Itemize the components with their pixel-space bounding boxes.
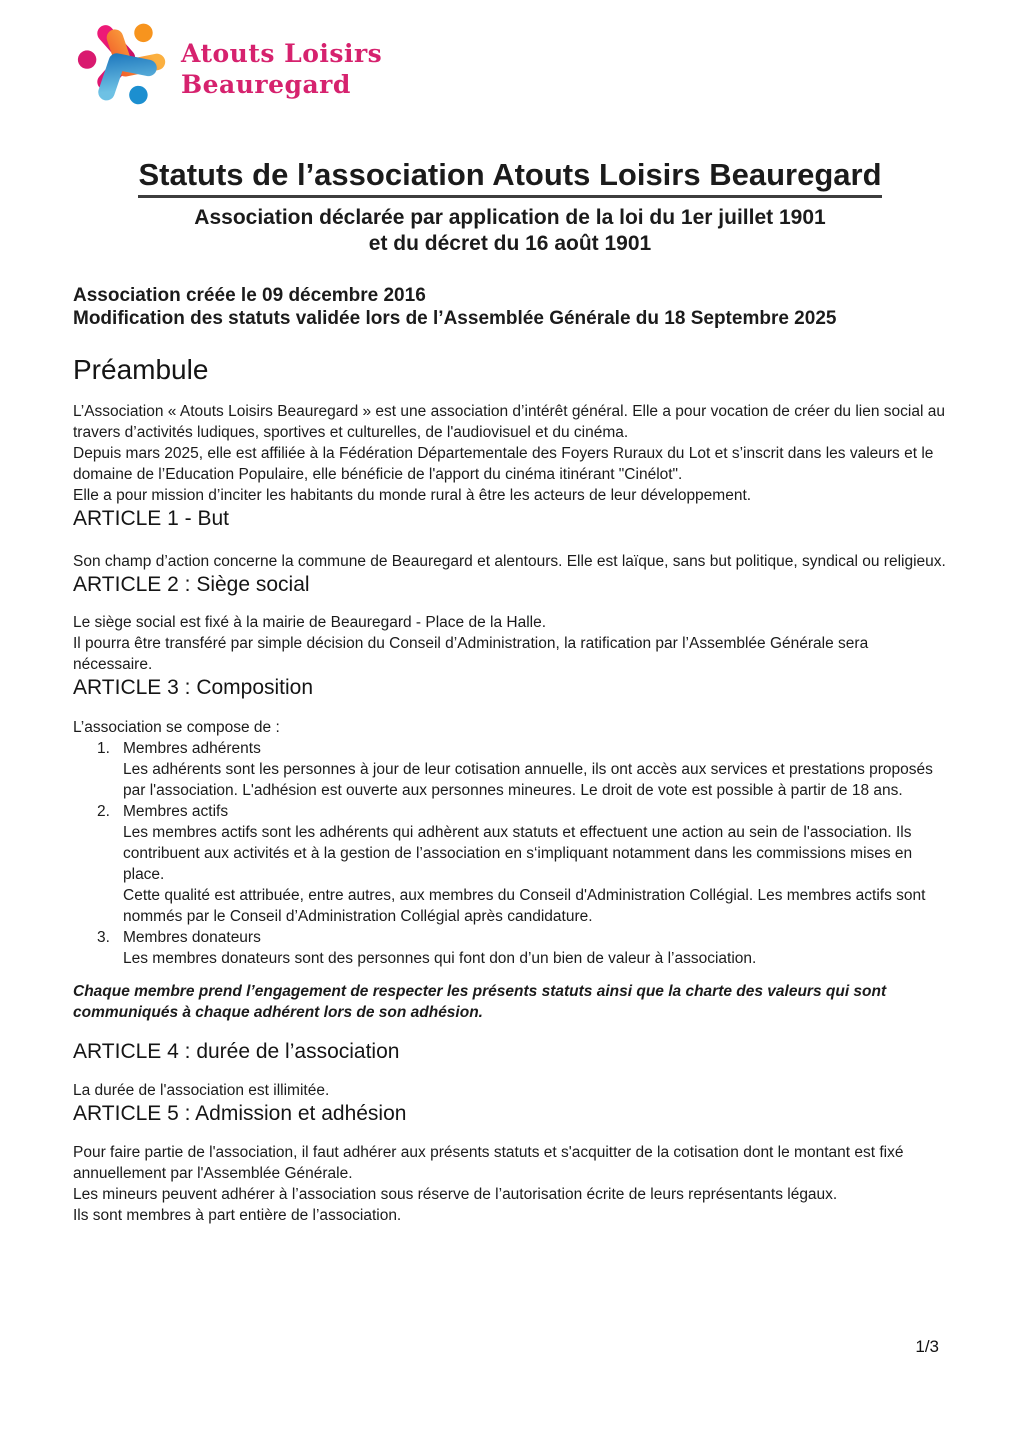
article-1-heading: ARTICLE 1 - But	[73, 507, 230, 531]
list-item-text: Les membres actifs sont les adhérents qui adhèrent aux statuts et effectuent une action au sein de l'association. Ils contribuent aux activités et à la gestion de l’association en s‘impliquant notamment dans les commissions mises en place.	[123, 824, 913, 884]
page-number: 1/3	[915, 1337, 939, 1356]
list-item	[73, 927, 947, 969]
list-item-text: Les adhérents sont les personnes à jour de leur cotisation annuelle, ils ont accès aux services et prestations proposés par l'association. L'adhésion est ouverte aux personnes mineures. Le droit de vote est possible à partir de 18 ans.	[123, 761, 933, 800]
article-5-paragraph: Les mineurs peuvent adhérer à l’association sous réserve de l’autorisation écrite de leurs représentants légaux.	[73, 1186, 838, 1204]
article-3-intro: L’association se compose de :	[73, 719, 280, 737]
list-item-label: Membres donateurs	[123, 929, 261, 947]
preambule-paragraph: Elle a pour mission d’inciter les habitants du monde rural à être les acteurs de leur développement.	[73, 487, 752, 505]
list-item-number: 2.	[97, 803, 110, 821]
article-2-paragraph: Le siège social est fixé à la mairie de Beauregard - Place de la Halle.	[73, 613, 547, 631]
article-5-heading: ARTICLE 5 : Admission et adhésion	[73, 1101, 407, 1125]
logo	[73, 14, 947, 114]
list-item-number: 1.	[97, 740, 110, 758]
logo-wordmark-line1: Atouts Loisirs	[181, 39, 383, 68]
article-4-paragraph: La durée de l'association est illimitée.	[73, 1081, 330, 1099]
preambule-heading: Préambule	[73, 353, 209, 385]
logo-wordmark-line2: Beauregard	[181, 70, 351, 99]
list-item	[73, 738, 947, 801]
document-subtitle-line1: Association déclarée par application de la loi du 1er juillet 1901	[194, 205, 826, 229]
association-logo-icon	[73, 14, 173, 111]
article-4-body	[73, 1080, 947, 1101]
article-2-paragraph: Il pourra être transféré par simple décision du Conseil d’Administration, la ratification par l’Assemblée Générale sera nécessaire.	[73, 634, 869, 673]
article-2-body	[73, 612, 947, 675]
preambule-text	[73, 401, 947, 506]
membership-commitment-note: Chaque membre prend l’engagement de respecter les présents statuts ainsi que la charte des valeurs qui sont communiqués à chaque adhérent lors de son adhésion.	[73, 983, 887, 1022]
creation-date-line: Association créée le 09 décembre 2016	[73, 284, 426, 306]
creation-info	[73, 284, 947, 330]
list-item-text: Cette qualité est attribuée, entre autres, aux membres du Conseil d'Administration Collégial. Les membres actifs sont nommés par le Conseil d’Administration Collégial après candidature.	[123, 887, 926, 926]
preambule-paragraph: L’Association « Atouts Loisirs Beauregard » est une association d’intérêt général. Elle a pour vocation de créer du lien social au travers d’activités ludiques, sportives et culturelles, de l'audiovisuel et du cinéma.	[73, 403, 945, 442]
article-3-heading: ARTICLE 3 : Composition	[73, 675, 314, 699]
title-block	[73, 158, 947, 257]
article-3-body	[73, 717, 947, 969]
article-1-body	[73, 551, 947, 572]
article-5-paragraph: Ils sont membres à part entière de l’association.	[73, 1207, 402, 1225]
document-title: Statuts de l’association Atouts Loisirs Beauregard	[138, 158, 881, 198]
list-item-number: 3.	[97, 929, 110, 947]
document-subtitle-line2: et du décret du 16 août 1901	[368, 231, 652, 255]
list-item-label: Membres actifs	[123, 803, 229, 821]
list-item-label: Membres adhérents	[123, 740, 261, 758]
article-1-paragraph: Son champ d’action concerne la commune de Beauregard et alentours. Elle est laïque, sans but politique, syndical ou religieux.	[73, 552, 946, 570]
member-types-list	[73, 738, 947, 969]
article-2-heading: ARTICLE 2 : Siège social	[73, 572, 310, 596]
list-item	[73, 801, 947, 927]
preambule-paragraph: Depuis mars 2025, elle est affiliée à la Fédération Départementale des Foyers Ruraux du Lot et s’inscrit dans les valeurs et le domaine de l’Education Populaire, elle bénéficie de l'apport du cinéma itinérant "Cinélot".	[73, 445, 934, 484]
article-4-heading: ARTICLE 4 : durée de l’association	[73, 1039, 400, 1063]
modification-date-line: Modification des statuts validée lors de l’Assemblée Générale du 18 Septembre 2025	[73, 307, 837, 329]
list-item-text: Les membres donateurs sont des personnes qui font don d’un bien de valeur à l’association.	[123, 950, 757, 968]
article-5-paragraph: Pour faire partie de l'association, il faut adhérer aux présents statuts et s'acquitter de la cotisation dont le montant est fixé annuellement par l'Assemblée Générale.	[73, 1144, 904, 1183]
article-5-body	[73, 1142, 947, 1226]
logo-wordmark	[181, 38, 382, 100]
